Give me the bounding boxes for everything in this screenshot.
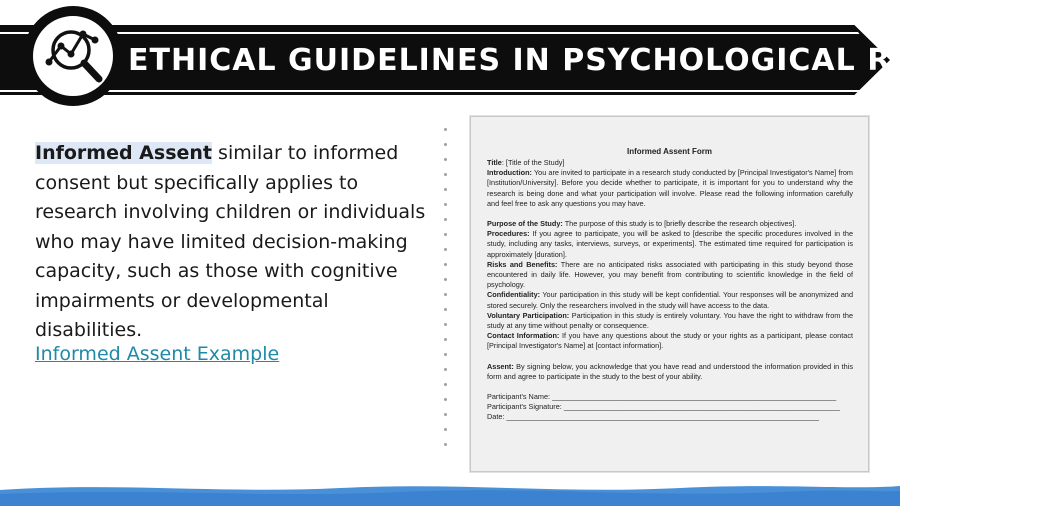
informed-assent-form-image xyxy=(470,116,869,472)
form-body xyxy=(487,158,853,423)
participant-name-line: Participant's Name: ______________________________________________________________________ xyxy=(487,392,837,402)
form-procedures: Procedures: If you agree to participate, you will be asked to [describe the specific procedures involved in the study, including any tasks, interviews, surveys, or experiments]. The estimated time required for participation is approximately [duration]. xyxy=(487,229,853,259)
form-confidentiality: Confidentiality: Your participation in this study will be kept confidential. Your responses will be anonymized and stored securely. Only the researchers involved in the study will have access to the data. xyxy=(487,290,853,310)
term-highlight: Informed Assent xyxy=(35,142,213,164)
informed-assent-example-link[interactable]: Informed Assent Example xyxy=(35,343,280,365)
form-introduction: Introduction: You are invited to participate in a research study conducted by [Principal Investigator's Name] from [Institution/University]. Before you decide whether to participate, it is important for you to understand why the research is being done and what your participation will involve. Please read the following information carefully and feel free to ask any questions you may have. xyxy=(487,168,853,208)
magnifier-chart-icon xyxy=(35,16,111,96)
form-risks: Risks and Benefits: There are no anticipated risks associated with participating in this study beyond those encountered in daily life. However, you may benefit from contributing to scientific knowledge in the field of psychology. xyxy=(487,259,853,290)
form-title-line: Title: [Title of the Study] xyxy=(487,158,565,167)
definition-text xyxy=(35,139,435,346)
form-voluntary: Voluntary Participation: Participation in this study is entirely voluntary. You have the right to withdraw from the study at any time without penalty or consequence. xyxy=(487,310,854,331)
form-contact: Contact Information: If you have any questions about the study or your rights as a participant, please contact [Principal Investigator's Name] at [contact information]. xyxy=(487,331,854,351)
badge xyxy=(23,6,123,106)
form-assent: Assent: By signing below, you acknowledge that you have read and understood the information provided in this form and agree to participate in the study to the best of your ability. xyxy=(487,361,853,381)
date-line: Date: _____________________________________________________________________________ xyxy=(487,412,819,422)
participant-signature-line: Participant's Signature: ____________________________________________________________________ xyxy=(487,402,840,412)
dotted-divider xyxy=(444,128,448,458)
term-description: similar to informed consent but specifically applies to research involving children or individuals who may have limited decision-making capacity, such as those with cognitive impairments or developmental disabilities. xyxy=(35,142,426,341)
bottom-wave xyxy=(0,480,900,506)
form-purpose: Purpose of the Study: The purpose of this study is to [briefly describe the research objectives]. xyxy=(487,219,797,229)
form-heading: Informed Assent Form xyxy=(626,147,713,156)
page-title: ETHICAL GUIDELINES IN PSYCHOLOGICAL RESEARCH xyxy=(128,43,1054,78)
